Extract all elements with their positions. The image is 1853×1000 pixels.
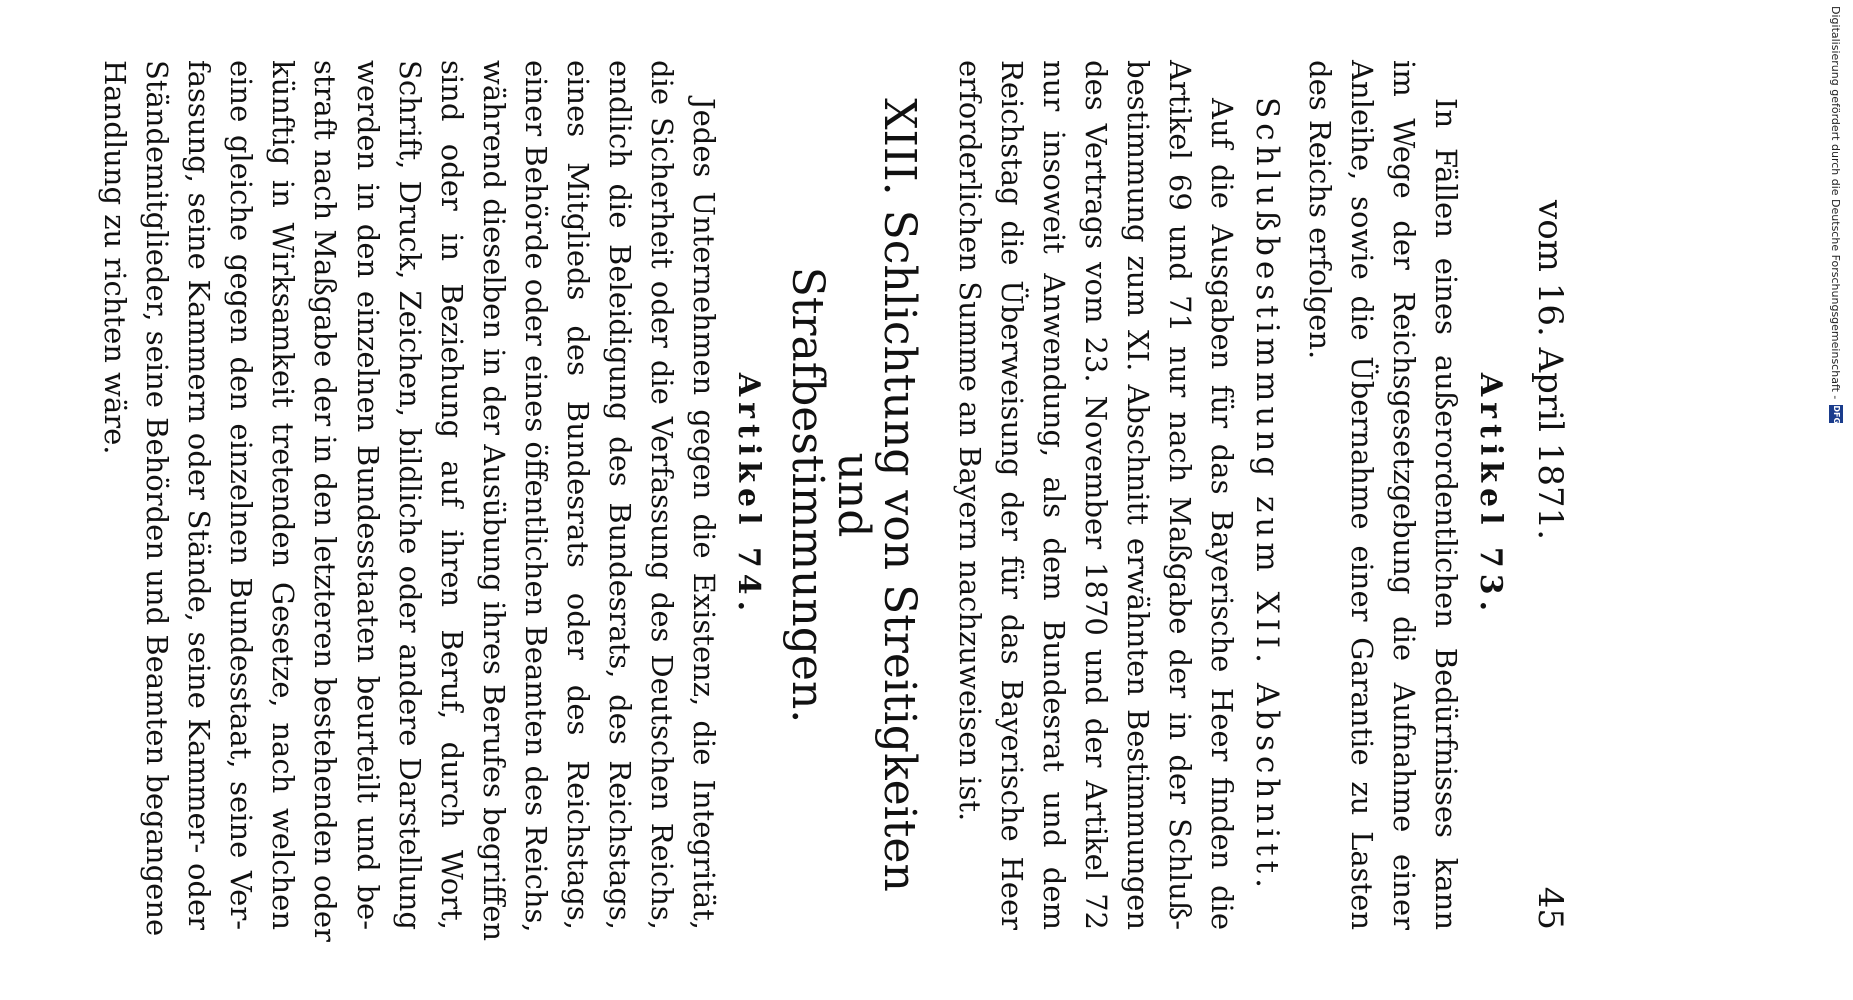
running-head: vom 16. April 1871. [1530, 200, 1570, 541]
text-line: Jedes Unternehmen gegen die Existenz, die Integrität, [686, 98, 721, 930]
page-header [1530, 60, 1570, 930]
section-xii-text [948, 60, 1242, 930]
text-line: Auf die Ausgaben für das Bayerische Heer finden die [1204, 98, 1239, 930]
dfg-logo: DFG [1829, 405, 1843, 423]
text-line: Schrift, Druck, Zeichen, bildliche oder andere Darstellung [392, 60, 427, 930]
text-line: Artikel 69 und 71 nur nach Maßgabe der in der Schluß- [1162, 60, 1197, 930]
text-line: bestimmung zum XI. Abschnitt erwähnten Bestimmungen [1120, 60, 1155, 930]
text-line: Reichstag die Überweisung der für das Bayerische Heer [994, 60, 1029, 930]
article-74-heading: Artikel 74. [730, 372, 766, 618]
article-73-heading: Artikel 73. [1473, 372, 1508, 618]
text-line: künftig in Wirksamkeit tretenden Gesetze, nach welchen [266, 60, 301, 930]
text-line: einer Behörde oder eines öffentlichen Beamten des Reichs, [518, 60, 553, 933]
text-line: fassung, seine Kammern oder Stände, seine Kammer- oder [182, 60, 217, 930]
section-xiii-heading-line-1: XIII. Schlichtung von Streitigkeiten und [828, 98, 926, 892]
text-line: sind oder in Beziehung auf ihren Beruf, durch Wort, [434, 60, 469, 930]
text-line: nur insoweit Anwendung, als dem Bundesrat und dem [1036, 60, 1071, 930]
article-74-text [94, 60, 725, 942]
digitization-notice-text: Digitalisierung gefördert durch die Deutsche Forschungsgemeinschaft - [1829, 6, 1843, 400]
text-line: Ständemitglieder, seine Behörden und Beamten begangene [140, 60, 175, 937]
text-line: erforderlichen Summe an Bayern nachzuweisen ist. [952, 60, 987, 822]
text-line: Handlung zu richten wäre. [98, 60, 133, 455]
section-xiii-heading-line-2: Strafbestimmungen. [782, 266, 834, 724]
section-xiii-heading [782, 60, 926, 930]
text-line: Anleihe, sowie die Übernahme einer Garantie zu Lasten [1344, 60, 1379, 930]
text-line: endlich die Beleidigung des Bundesrats, des Reichstags, [602, 60, 637, 930]
digitization-notice [1829, 6, 1843, 423]
text-line: eine gleiche gegen den einzelnen Bundesstaat, seine Ver- [224, 60, 259, 930]
article-73-text [1299, 60, 1467, 930]
text-line: des Reichs erfolgen. [1302, 60, 1337, 360]
text-line: im Wege der Reichsgesetzgebung die Aufnahme einer [1386, 60, 1421, 930]
text-line: eines Mitglieds des Bundesrats oder des Reichstags, [560, 60, 595, 930]
text-line: straft nach Maßgabe der in den letzteren bestehenden oder [308, 60, 343, 942]
text-line: die Sicherheit oder die Verfassung des Deutschen Reichs, [644, 60, 679, 930]
text-line: werden in den einzelnen Bundesstaaten beurteilt und be- [350, 60, 385, 930]
section-xii-heading: Schlußbestimmung zum XII. Abschnitt. [1248, 97, 1285, 893]
text-line: In Fällen eines außerordentlichen Bedürfnisses kann [1429, 98, 1463, 930]
page-number: 45 [1530, 886, 1570, 930]
text-line: während dieselben in der Ausübung ihres Berufes begriffen [476, 60, 511, 942]
rotated-page-content [98, 0, 1620, 1000]
text-line: des Vertrags vom 23. November 1870 und der Artikel 72 [1078, 60, 1113, 930]
